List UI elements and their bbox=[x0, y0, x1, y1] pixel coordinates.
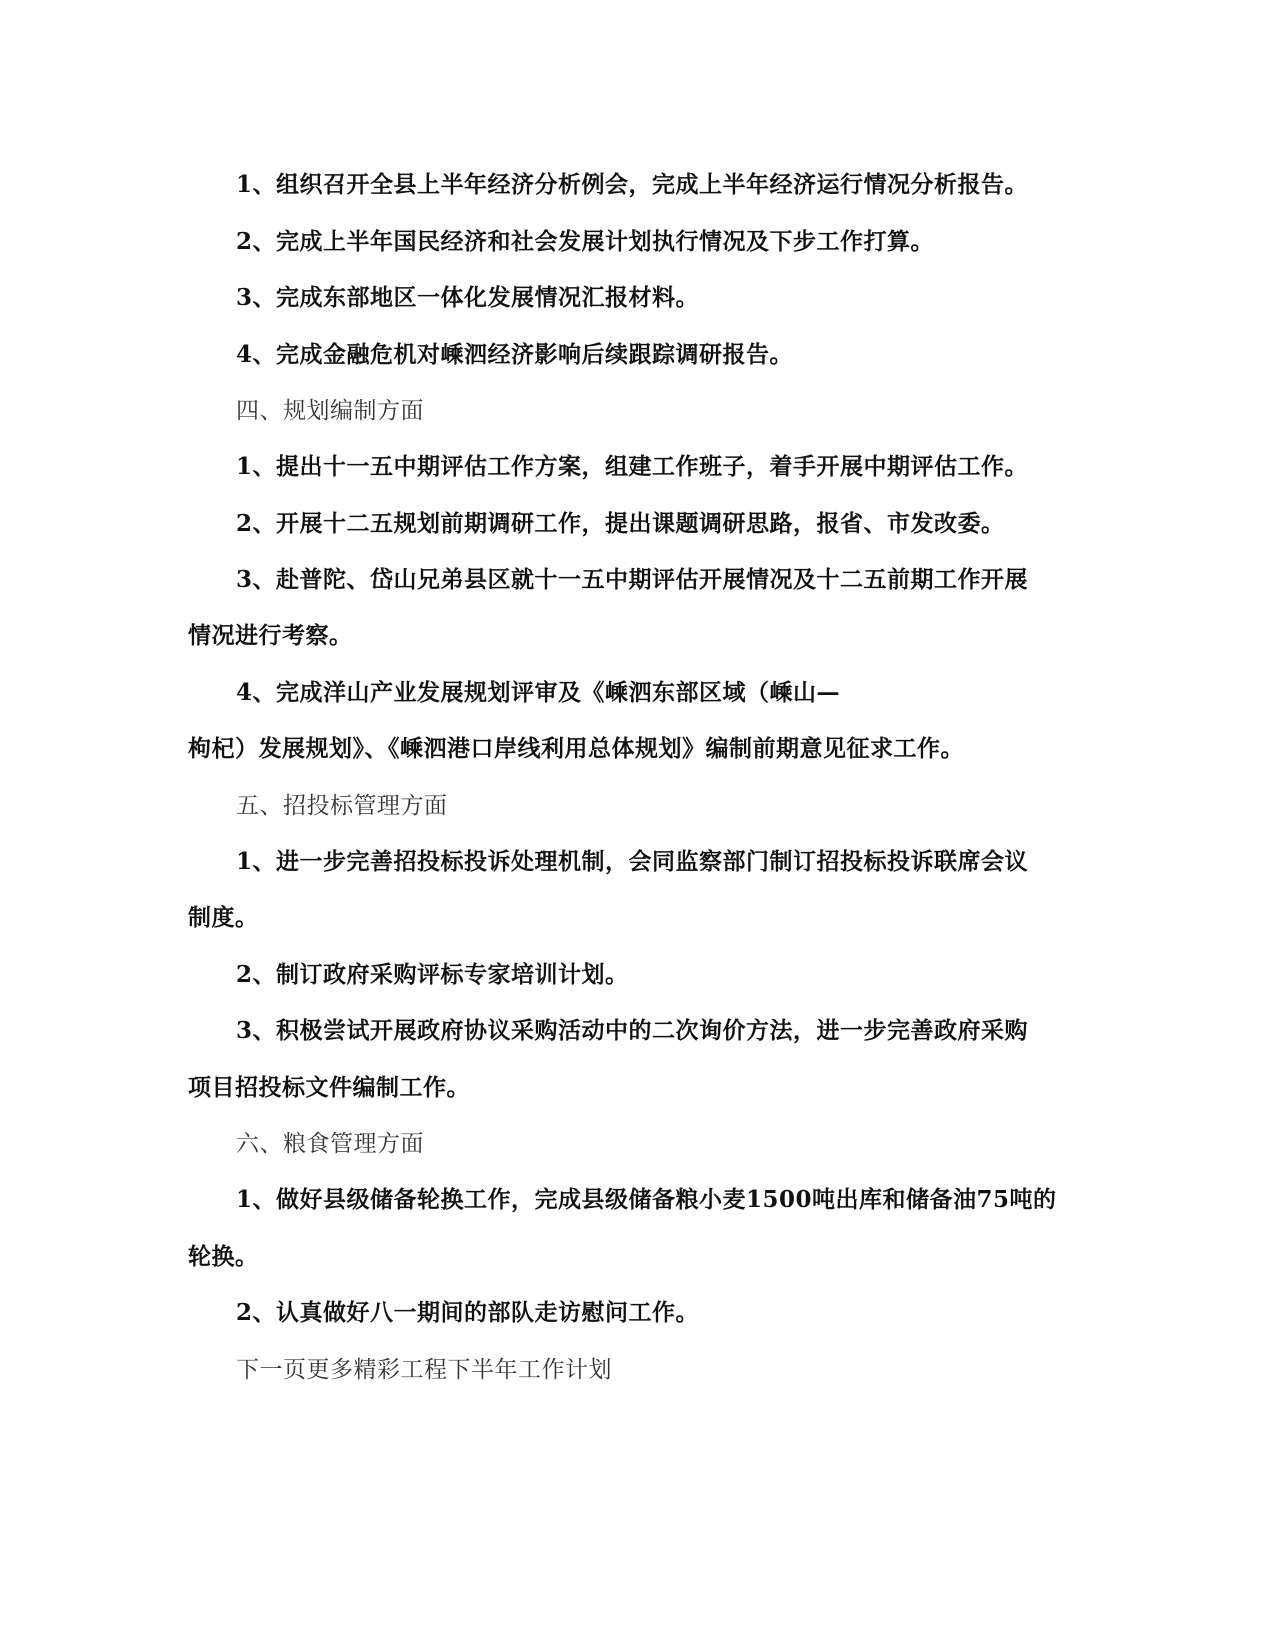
next-page-link[interactable]: 下一页更多精彩工程下半年工作计划 bbox=[236, 1357, 612, 1383]
paragraph-line: 项目招投标文件编制工作。 bbox=[188, 1074, 470, 1101]
paragraph-line: 2、认真做好八一期间的部队走访慰问工作。 bbox=[236, 1299, 700, 1326]
paragraph-line: 4、完成金融危机对嵊泗经济影响后续跟踪调研报告。 bbox=[236, 341, 794, 368]
paragraph-line: 制度。 bbox=[188, 904, 259, 931]
paragraph-line: 1、做好县级储备轮换工作，完成县级储备粮小麦1500吨出库和储备油75吨的 bbox=[236, 1186, 1057, 1213]
paragraph-line: 2、开展十二五规划前期调研工作，提出课题调研思路，报省、市发改委。 bbox=[236, 510, 1005, 537]
paragraph-line: 2、完成上半年国民经济和社会发展计划执行情况及下步工作打算。 bbox=[236, 228, 935, 255]
paragraph-line: 1、进一步完善招投标投诉处理机制，会同监察部门制订招投标投诉联席会议 bbox=[236, 848, 1029, 875]
paragraph-line: 1、提出十一五中期评估工作方案，组建工作班子，着手开展中期评估工作。 bbox=[236, 453, 1029, 480]
paragraph-line: 3、积极尝试开展政府协议采购活动中的二次询价方法，进一步完善政府采购 bbox=[236, 1017, 1029, 1044]
section-heading: 五、招投标管理方面 bbox=[236, 793, 448, 819]
paragraph-line: 轮换。 bbox=[188, 1243, 259, 1270]
section-heading: 四、规划编制方面 bbox=[236, 398, 424, 424]
paragraph-line: 4、完成洋山产业发展规划评审及《嵊泗东部区域（嵊山— bbox=[236, 679, 841, 706]
paragraph-line: 1、组织召开全县上半年经济分析例会，完成上半年经济运行情况分析报告。 bbox=[236, 171, 1029, 198]
paragraph-line: 2、制订政府采购评标专家培训计划。 bbox=[236, 961, 629, 988]
paragraph-line: 情况进行考察。 bbox=[188, 622, 353, 649]
section-heading: 六、粮食管理方面 bbox=[236, 1131, 424, 1157]
paragraph-line: 3、完成东部地区一体化发展情况汇报材料。 bbox=[236, 284, 700, 311]
paragraph-line: 枸杞）发展规划》、《嵊泗港口岸线利用总体规划》编制前期意见征求工作。 bbox=[188, 735, 964, 762]
paragraph-line: 3、赴普陀、岱山兄弟县区就十一五中期评估开展情况及十二五前期工作开展 bbox=[236, 566, 1029, 593]
